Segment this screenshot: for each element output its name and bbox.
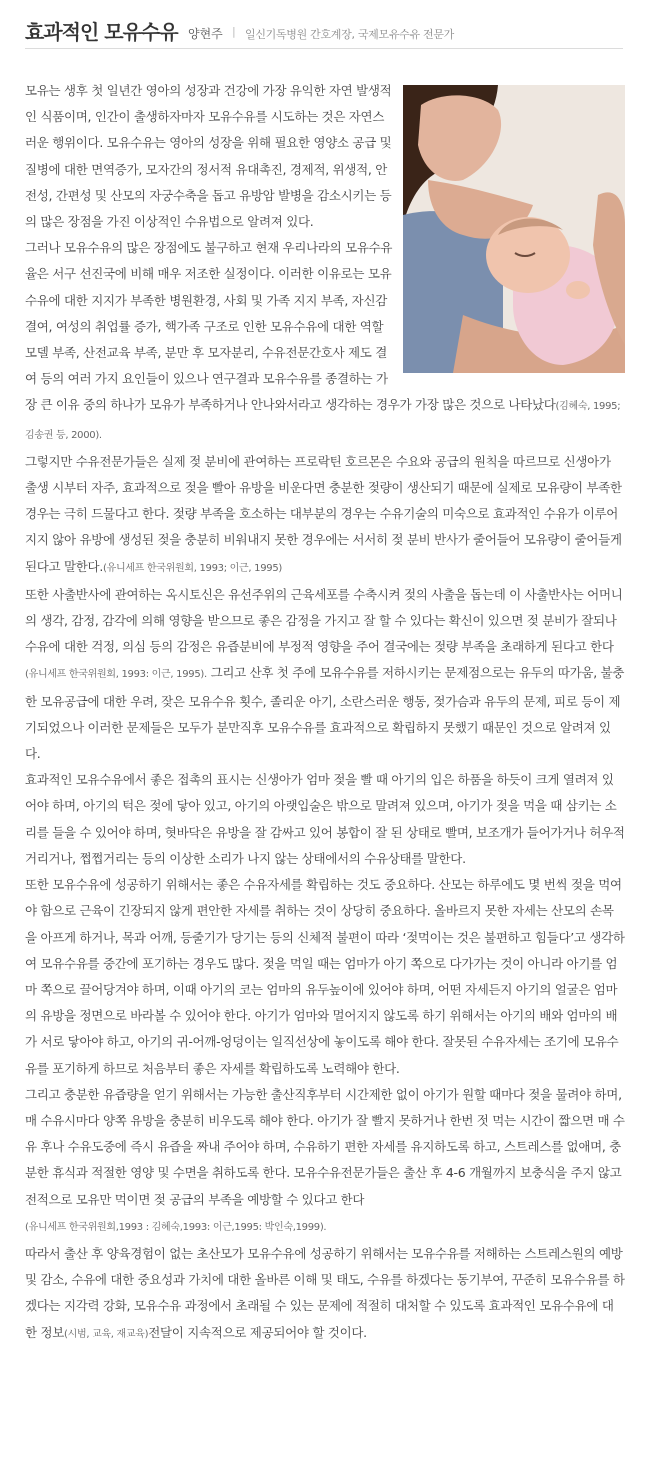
paragraph-7-citation: (유니세프 한국위원회,1993 : 김혜숙,1993: 이근,1995: 박인숙,1999). [25, 1221, 327, 1233]
paragraph-6: 또한 모유수유에 성공하기 위해서는 좋은 수유자세를 확립하는 것도 중요하다. 산모는 하루에도 몇 번씩 젖을 먹여야 함으로 근육이 긴장되지 않게 편안한 자세를 취하는 것이 상당히 중요하다. 올바르지 못한 자세는 산모의 손목을 아프게 하거나, 목과 어깨, 등줄기가 당기는 등의 신체적 불편이 따라 ‘젖먹이는 것은 불편하고 힘들다’고 생각하여 모유수유를 중간에 포기하는 경우도 많다. 젖을 먹일 때는 엄마가 아기 쪽으로 다가가는 것이 아니라 아기를 엄마 쪽으로 끌어당겨야 하며, 이때 아기의 코는 엄마의 유두높이에 있어야 하며, 어떤 자세든지 아기의 얼굴은 엄마의 유방을 정면으로 바라볼 수 있어야 한다. 아기가 엄마와 멀어지지 않도록 하기 위해서는 아기의 배와 엄마의 배가 서로 닿아야 하고, 아기의 귀-어깨-엉덩이는 일직선상에 놓이도록 해야 한다. 잘못된 수유자세는 조기에 모유수유를 포기하게 하므로 처음부터 좋은 자세를 확립하도록 노력해야 한다. [25, 877, 625, 1076]
header-separator: | [232, 25, 236, 38]
paragraph-3 [25, 449, 625, 582]
paragraph-2-citation: (김혜숙, 1995;김송권 등, 2000). [25, 401, 621, 441]
photo-illustration [403, 85, 625, 373]
page-title: 효과적인 모유수유 [25, 20, 178, 44]
article-body [25, 78, 625, 1348]
paragraph-8-text-b: 전달이 지속적으로 제공되어야 할 것이다. [148, 1324, 367, 1340]
paragraph-8-text-a: 따라서 출산 후 양육경험이 없는 초산모가 모유수유에 성공하기 위해서는 모유수유를 저해하는 스트레스원의 예방 및 감소, 수유에 대한 중요성과 가치에 대한 올바른 이해 및 태도, 수유를 하겠다는 동기부여, 꾸준히 모유수유를 하겠다는 지각력 강화, 모유수유 과정에서 초래될 수 있는 문제에 적절히 대처할 수 있도록 효과적인 모유수유에 대한 정보 [25, 1245, 625, 1340]
author-affiliation: 일신기독병원 간호계장, 국제모유수유 전문가 [245, 28, 454, 41]
paragraph-7 [25, 1082, 625, 1241]
paragraph-4-citation: (유니세프 한국위원회, 1993: 이근, 1995). [25, 669, 207, 681]
article-header [25, 12, 623, 49]
paragraph-3-citation: (유니세프 한국위원회, 1993; 이근, 1995) [103, 562, 283, 574]
paragraph-3-text: 그렇지만 수유전문가들은 실제 젖 분비에 관여하는 프로락틴 호르몬은 수요와 공급의 원칙을 따르므로 신생아가 출생 시부터 자주, 효과적으로 젖을 빨아 유방을 비운다면 충분한 젖량이 생산되기 때문에 실제로 모유량이 부족한 경우는 극히 드물다고 한다. 젖량 부족을 호소하는 대부분의 경우는 수유기술의 미숙으로 효과적인 수유가 이루어지지 않아 유방에 생성된 젖을 충분히 비워내지 못한 경우에는 서서히 젖 분비 반사가 줄어들어 모유량이 줄어들게 된다고 말한다. [25, 453, 622, 574]
paragraph-4-text-b: 그리고 산후 첫 주에 모유수유를 저하시키는 문제점으로는 유두의 따가움, 불충한 모유공급에 대한 우려, 잦은 모유수유 횟수, 졸리운 아기, 소란스러운 행동, 젖가슴과 유두의 문제, 피로 등이 제기되었으나 이러한 문제들은 모두가 분만직후 모유수유를 효과적으로 확립하지 못했기 때문인 것으로 알려져 있다. [25, 665, 625, 762]
paragraph-8-citation: (시범, 교육, 재교육) [64, 1328, 149, 1340]
paragraph-4 [25, 582, 625, 767]
paragraph-7-text: 그리고 충분한 유즙량을 얻기 위해서는 가능한 출산직후부터 시간제한 없이 아기가 원할 때마다 젖을 물려야 하며, 매 수유시마다 양쪽 유방을 충분히 비우도록 해야 한다. 아기가 잘 빨지 못하거나 한번 젓 먹는 시간이 짧으면 매 수유 후나 수유도중에 즉시 유즙을 짜내 주어야 하며, 수유하기 편한 자세를 유지하도록 하고, 스트레스를 없애며, 충분한 휴식과 적절한 영양 및 수면을 취하도록 한다. 모유수유전문가들은 출산 후 4-6 개월까지 보충식을 주지 않고 전적으로 모유만 먹이면 젖 공급의 부족을 예방할 수 있다고 한다 [25, 1086, 625, 1207]
paragraph-8 [25, 1241, 625, 1348]
author-name: 양현주 [188, 27, 223, 41]
paragraph-2-text: 그러나 모유수유의 많은 장점에도 불구하고 현재 우리나라의 모유수유율은 서구 선진국에 비해 매우 저조한 실정이다. 이러한 이유로는 모유수유에 대한 지지가 부족한 병원환경, 사회 및 가족 지지 부족, 자신감 결여, 여성의 취업률 증가, 핵가족 구조로 인한 모유수유에 대한 역할모델 부족, 산전교육 부족, 분만 후 모자분리, 수유전문간호사 제도 결여 등의 여러 가지 요인들이 있으나 연구결과 모유수유를 종결하는 가장 큰 이유 중의 하나가 모유가 부족하거나 안나와서라고 생각하는 경우가 가장 많은 것으로 나타났다 [25, 240, 556, 413]
paragraph-1: 모유는 생후 첫 일년간 영아의 성장과 건강에 가장 유익한 자연 발생적인 식품이며, 인간이 출생하자마자 모유수유를 시도하는 것은 자연스러운 행위이다. 모유수유는 영아의 성장을 위해 필요한 영양소 공급 및 질병에 대한 면역증가, 모자간의 정서적 유대촉진, 경제적, 위생적, 안전성, 간편성 및 산모의 자궁수축을 돕고 유방암 발병을 감소시키는 등의 많은 장점을 가진 이상적인 수유법으로 알려져 있다. [25, 83, 392, 230]
paragraph-5: 효과적인 모유수유에서 좋은 접촉의 표시는 신생아가 엄마 젖을 빨 때 아기의 입은 하품을 하듯이 크게 열려져 있어야 하며, 아기의 턱은 젖에 닿아 있고, 아기의 아랫입술은 밖으로 말려져 있으며, 아기가 젖을 먹을 때 삼키는 소리를 들을 수 있어야 하며, 혓바닥은 유방을 잘 감싸고 있어 봉합이 잘 된 상태로 빨며, 보조개가 들어가거나 허우적거리거나, 쩝쩝거리는 등의 이상한 소리가 나지 않는 상태에서의 수유상태를 말한다. [25, 772, 625, 866]
mother-breastfeeding-baby-photo [403, 85, 625, 373]
paragraph-4-text-a: 또한 사출반사에 관여하는 옥시토신은 유선주위의 근육세포를 수축시켜 젖의 사출을 돕는데 이 사출반사는 어머니의 생각, 감정, 감각에 의해 영향을 받으므로 좋은 감정을 가지고 잘 할 수 있다는 확신이 있으면 젖 분비가 잘되나 수유에 대한 걱정, 의심 등의 감정은 유즙분비에 부정적 영향을 주어 결국에는 젖량 부족을 초래하게 된다고 한다 [25, 586, 623, 655]
